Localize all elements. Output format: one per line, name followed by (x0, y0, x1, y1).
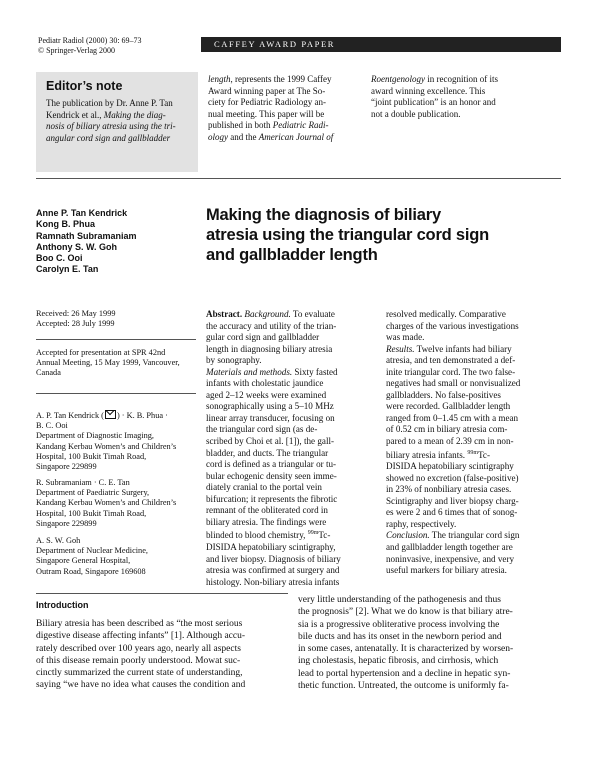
editors-note-paper-title: Making the diag- (103, 109, 166, 120)
text-line: of this disease remain poorly understood. Mowat suc- (36, 655, 241, 666)
journal-name: Pediatric Radi- (272, 120, 329, 130)
journal-name: ology (208, 131, 228, 142)
journal-header (38, 36, 142, 56)
introduction-col1 (36, 618, 286, 692)
author: Anthony S. W. Goh (36, 241, 117, 252)
editors-note-col3 (371, 74, 543, 120)
dates (36, 309, 116, 329)
text-line: lead to portal hypertension and a decline in hepatic syn- (298, 668, 511, 679)
text-line: showed no excretion (false-positive) (386, 472, 519, 483)
affiliation-line: Department of Paediatric Surgery, (36, 488, 150, 498)
affiliation-line: Department of Nuclear Medicine, (36, 546, 148, 556)
editors-note-line: , represents the 1999 Caffey (230, 74, 332, 84)
journal-name: Roentgenology (371, 74, 425, 84)
text-line: bladder, and ducts. The triangular (206, 447, 329, 458)
text-line: biliary atresia infants. $^{99m}$Tc- (386, 449, 490, 460)
affiliation (36, 478, 176, 529)
editors-note-line: not a double publication. (371, 108, 461, 119)
text-line: the prognosis” [2]. What we do know is that biliary atre- (298, 607, 513, 618)
affiliation (36, 536, 148, 577)
text-line: of 0.52 cm in biliary atresia com- (386, 424, 508, 435)
journal-copyright: © Springer-Verlag 2000 (38, 46, 116, 55)
envelope-icon (105, 410, 116, 419)
author: Boo C. Ooi (36, 253, 83, 264)
text-line: Results. Twelve infants had biliary (386, 343, 512, 354)
text-line: and gallbladder length together are (386, 541, 513, 552)
affiliation-line: Hospital, 100 Bukit Timah Road, (36, 508, 147, 518)
text-line: bifurcation; it represents the fibrotic (206, 493, 338, 504)
affiliation-line: Kandang Kerbau Women’s and Children’s (36, 441, 177, 451)
text-line: sia is a progressive obliterative process involving the (298, 619, 500, 630)
journal-citation: Pediatr Radiol (2000) 30: 69–73 (38, 36, 142, 45)
introduction-heading: Introduction (36, 600, 89, 610)
text-line: gular cord sign and gallbladder (206, 332, 320, 343)
received-date: Received: 26 May 1999 (36, 309, 116, 318)
text-line: Biliary atresia has been described as “the most serious (36, 619, 243, 629)
affiliation-line: Singapore General Hospital, (36, 556, 131, 566)
text-line: negatives had small or nonvisualized (386, 378, 521, 389)
editors-note-line: published in both (208, 120, 273, 130)
editors-note-line: in recognition of its (424, 74, 498, 84)
text-line: atresia was confirmed at surgery and (206, 565, 340, 576)
editors-note-line: Kendrick et al., (46, 109, 104, 120)
presentation-line: Canada (36, 368, 61, 378)
text-line: bile ducts and has its onset in the newborn period and (298, 631, 502, 642)
title-line: and gallbladder length (206, 246, 378, 264)
text-line: ranged from 0–1.45 cm with a mean (386, 412, 519, 423)
affiliation-names: A. P. Tan Kendrick ( (36, 411, 104, 420)
editors-note-line: award winning excellence. This (371, 85, 486, 96)
text-line: cinctly summarized the current state of understanding, (36, 668, 243, 679)
abstract-col2 (386, 309, 566, 577)
text-line: bular echogenic density seen imme- (206, 470, 337, 481)
text-line: infants with cholestatic jaundice (206, 378, 324, 389)
divider (36, 339, 196, 340)
text-line: scribed by Choi et al. [1]), the gall- (206, 436, 335, 447)
affiliation (36, 410, 176, 472)
divider (36, 593, 288, 594)
author-list (36, 208, 137, 276)
text-line: Abstract. Background. To evaluate (206, 309, 335, 319)
paper-title (206, 205, 566, 265)
text-line: cord is defined as a triangular or tu- (206, 459, 337, 470)
text-line: gallbladders. No false-positives (386, 389, 501, 400)
author: Kong B. Phua (36, 219, 95, 230)
affiliation-line: Singapore 229899 (36, 462, 97, 472)
affiliation-names: R. Subramaniam · C. E. Tan (36, 478, 130, 487)
text-line: raphy, respectively. (386, 518, 457, 529)
affiliation-line: Outram Road, Singapore 169608 (36, 566, 146, 576)
text-line: linear array transducer, focusing on (206, 412, 335, 423)
text-line: biliary atresia. The findings were (206, 516, 327, 527)
text-line: length in diagnosing biliary atresia (206, 343, 333, 354)
title-line: Making the diagnosis of biliary (206, 206, 441, 224)
affiliation-line: Department of Diagnostic Imaging, (36, 431, 154, 441)
text-line: resolved medically. Comparative (386, 309, 506, 319)
text-line: very little understanding of the pathogenesis and thus (298, 595, 501, 605)
text-line: inite triangular cord. The two false- (386, 366, 516, 377)
author: Ramnath Subramaniam (36, 230, 137, 241)
editors-note-paper-title: angular cord sign and gallbladder (46, 132, 171, 143)
text-line: DISIDA hepatobiliary scintigraphy (386, 461, 514, 472)
author: Anne P. Tan Kendrick (36, 208, 128, 218)
text-line: noninvasive, inexpensive, and very (386, 553, 515, 564)
editors-note-heading: Editor’s note (46, 79, 123, 93)
text-line: in 23% of nonbiliary atresia cases. (386, 484, 512, 495)
text-line: diately cranial to the portal vein (206, 482, 322, 493)
editors-note-paper-title: length (208, 74, 231, 84)
text-line: useful markers for biliary atresia. (386, 565, 507, 576)
text-line: Conclusion. The triangular cord sign (386, 530, 520, 541)
text-line: thetic function. Untreated, the outcome is uniformly fa- (298, 681, 509, 692)
editors-note-line: The publication by Dr. Anne P. Tan (46, 98, 173, 108)
text-line: histology. Non-biliary atresia infants (206, 576, 340, 587)
editors-note-line: ciety for Pediatric Radiology an- (208, 97, 326, 107)
text-line: were recorded. Gallbladder length (386, 401, 511, 412)
presentation-note (36, 348, 180, 379)
text-line: in some cases, antenatally. It is characterized by worsen- (298, 644, 514, 655)
text-line: saying “we have no idea what causes the condition and (36, 680, 246, 691)
title-line: atresia using the triangular cord sign (206, 226, 490, 244)
editors-note-col2 (208, 74, 368, 143)
text-line: DISIDA hepatobiliary scintigraphy, (206, 541, 336, 552)
affiliation-names: A. S. W. Goh (36, 536, 81, 545)
affiliation-names: ) · K. B. Phua · (116, 411, 168, 420)
text-line: Materials and methods. Sixty fasted (206, 366, 338, 377)
text-line: the accuracy and utility of the trian- (206, 320, 337, 331)
text-line: rately described over 100 years ago, nearly all aspects (36, 643, 241, 654)
editors-note-line: nual meeting. This paper will be (208, 108, 325, 119)
text-line: es were 2 and 6 times that of sonog- (386, 507, 518, 518)
text-line: aged 2–12 weeks were examined (206, 389, 327, 400)
text-line: digestive disease affecting infants” [1]. Although accu- (36, 631, 246, 642)
journal-name: American Journal of (258, 131, 334, 142)
author: Carolyn E. Tan (36, 264, 99, 275)
text-line: Scintigraphy and liver biopsy charg- (386, 495, 519, 506)
affiliation-line: Kandang Kerbau Women’s and Children’s (36, 498, 177, 508)
text-line: pared to a mean of 2.39 cm in non- (386, 436, 514, 447)
presentation-line: Accepted for presentation at SPR 42nd (36, 348, 166, 357)
text-line: and liver biopsy. Diagnosis of biliary (206, 553, 341, 564)
accepted-date: Accepted: 28 July 1999 (36, 319, 115, 329)
abstract-col1 (206, 309, 376, 588)
section-banner: CAFFEY AWARD PAPER (201, 37, 561, 52)
presentation-line: Annual Meeting, 15 May 1999, Vancouver, (36, 358, 180, 368)
text-line: atresia, and ten demonstrated a def- (386, 355, 516, 366)
text-line: the triangular cord sign (as de- (206, 424, 318, 435)
text-line: by sonography. (206, 355, 262, 366)
introduction-col2 (298, 594, 566, 692)
affiliation-line: Hospital, 100 Bukit Timah Road, (36, 451, 147, 461)
editors-note-paper-title: nosis of biliary atresia using the tri- (46, 121, 176, 131)
text-line: ing cholestasis, hepatic fibrosis, and cirrhosis, which (298, 656, 499, 667)
divider (36, 393, 196, 394)
text-line: was made. (386, 332, 425, 343)
divider (36, 178, 561, 179)
editors-note-line: Award winning paper at The So- (208, 85, 326, 96)
text-line: charges of the various investigations (386, 320, 519, 331)
affiliation-line: Singapore 229899 (36, 518, 97, 528)
affiliation-names: B. C. Ooi (36, 421, 68, 431)
editors-note-col1 (46, 98, 194, 144)
text-line: sonographically using a 5–10 MHz (206, 401, 334, 412)
editors-note-line: “joint publication” is an honor and (371, 97, 496, 107)
editors-note-line: and the (228, 131, 259, 142)
text-line: blinded to blood chemistry, $^{99m}$Tc- (206, 530, 331, 541)
text-line: remnant of the obliterated cord in (206, 505, 328, 516)
